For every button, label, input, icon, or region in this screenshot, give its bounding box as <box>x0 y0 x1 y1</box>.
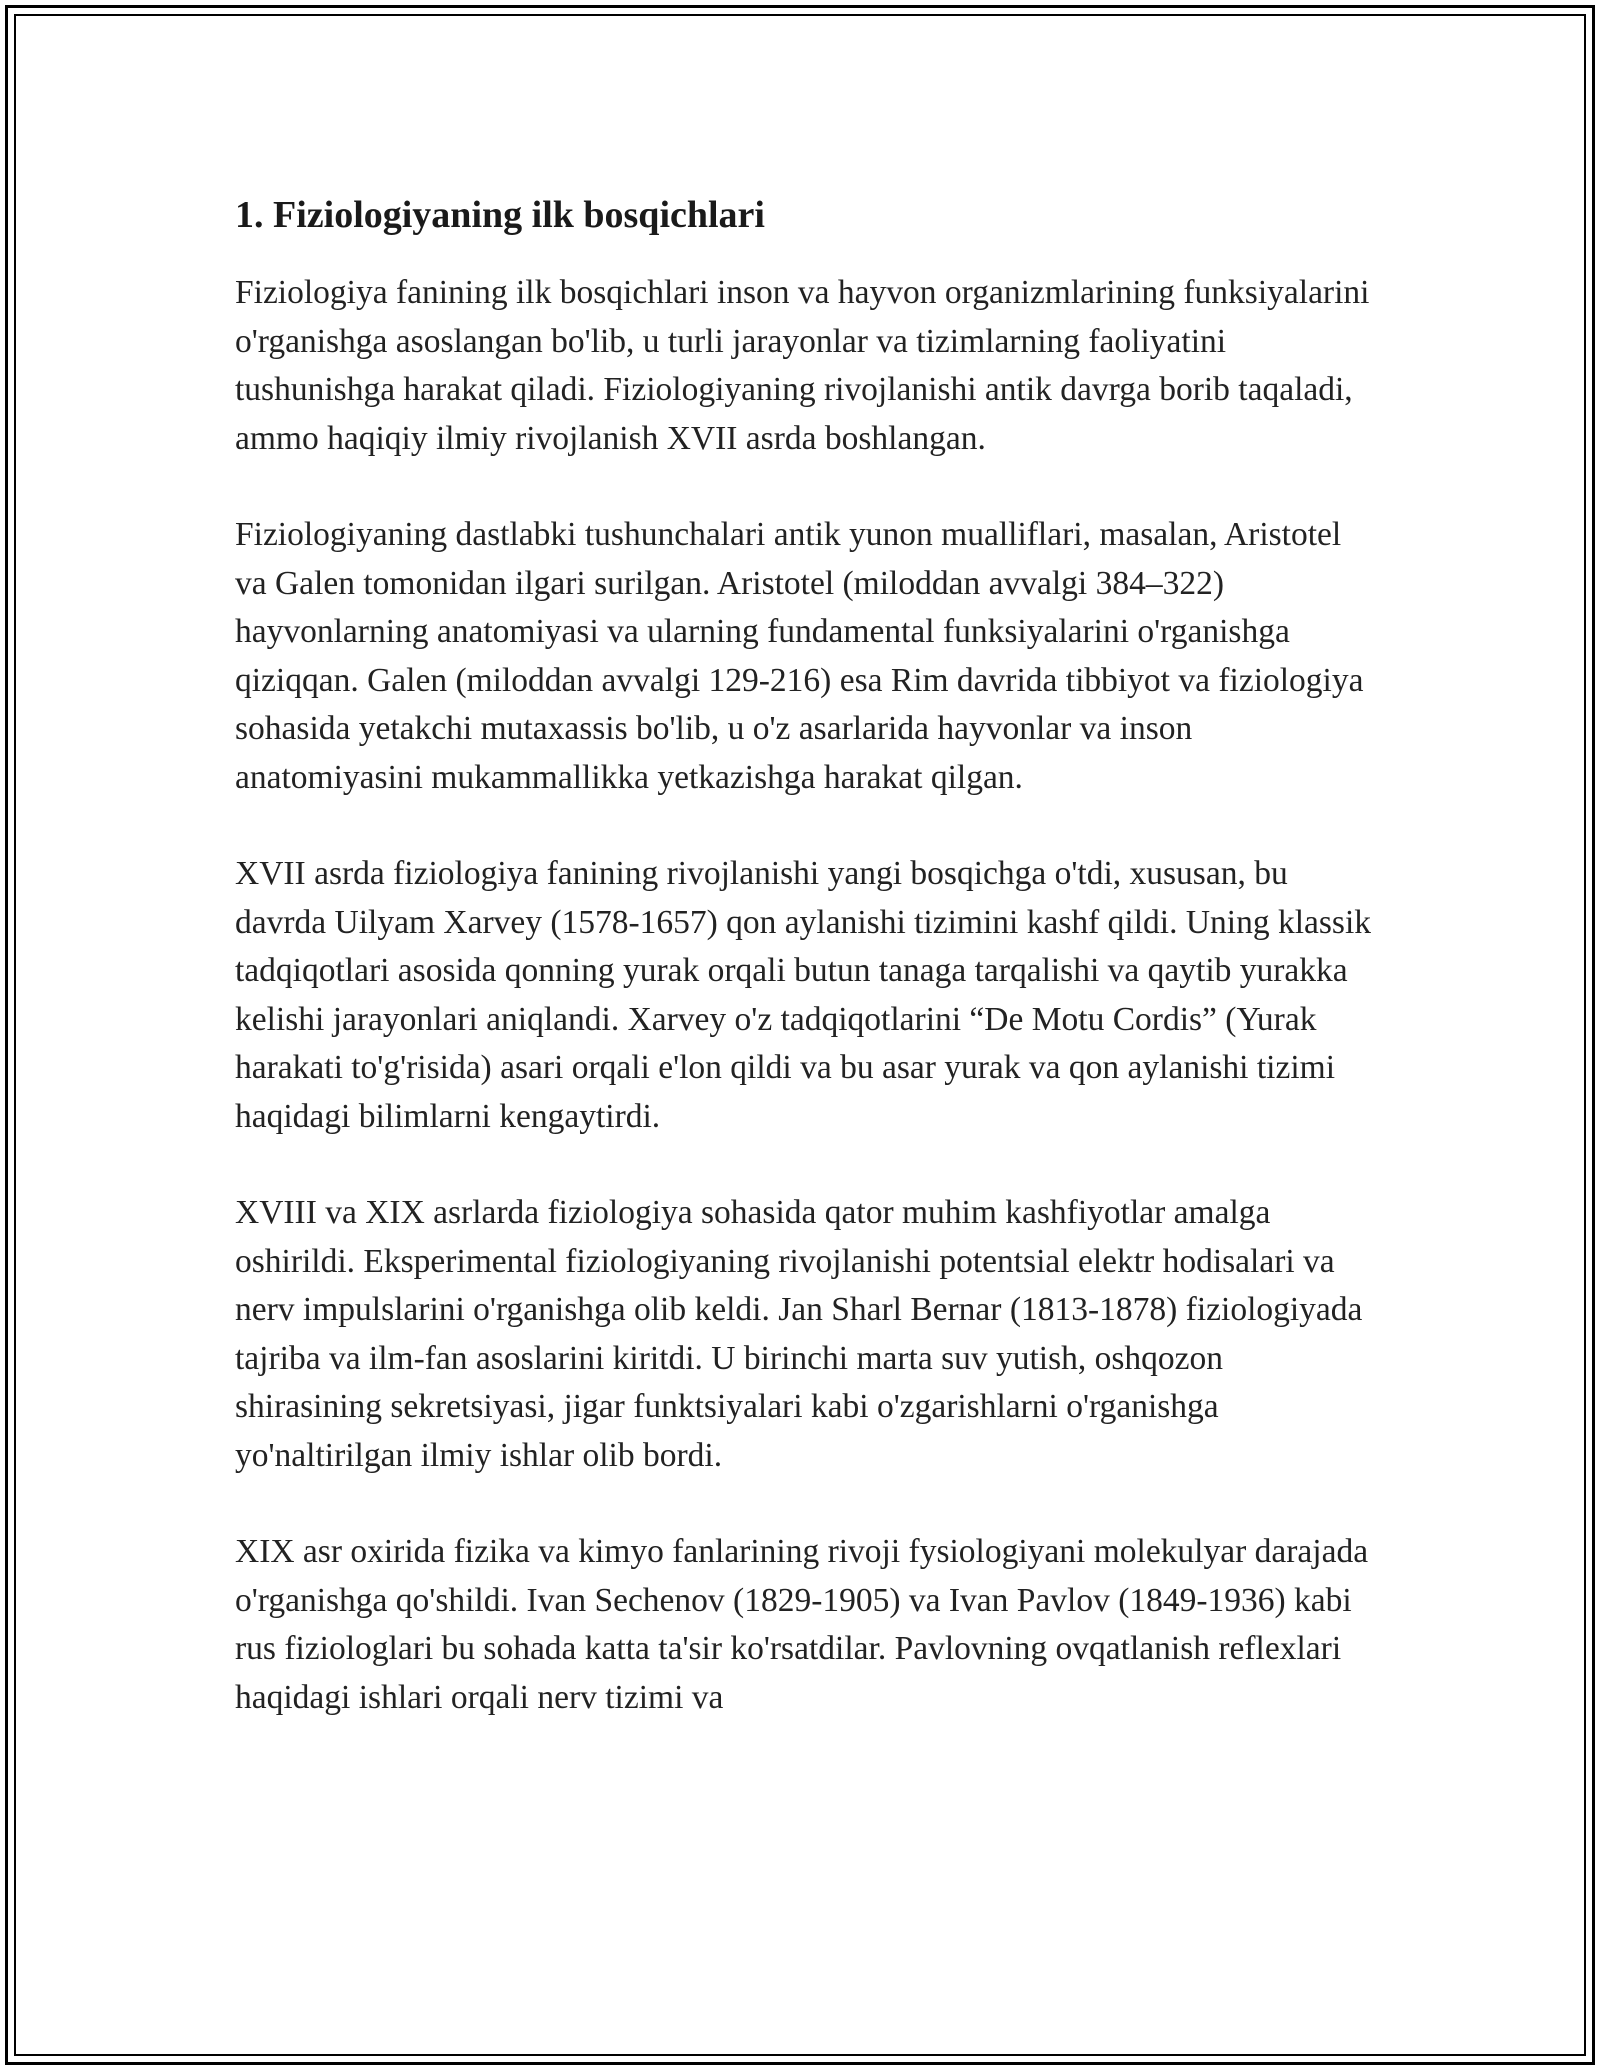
paragraph-1: Fiziologiya fanining ilk bosqichlari inson va hayvon organizmlarining funksiyalarini o'rganishga asoslangan bo'lib, u turli jarayonlar va tizimlarning faoliyatini tushunishga harakat qiladi. Fiziologiyaning rivojlanishi antik davrga borib taqaladi, ammo haqiqiy ilmiy rivojlanish XVII asrda boshlangan. <box>235 274 1370 457</box>
document-body <box>235 185 1375 1770</box>
section-heading: 1. Fiziologiyaning ilk bosqichlari <box>235 194 765 236</box>
paragraph-2: Fiziologiyaning dastlabki tushunchalari antik yunon mualliflari, masalan, Aristotel va Galen tomonidan ilgari surilgan. Aristotel (miloddan avvalgi 384–322) hayvonlarning anatomiyasi va ularning fundamental funksiyalarini o'rganishga qiziqqan. Galen (miloddan avvalgi 129-216) esa Rim davrida tibbiyot va fiziologiya sohasida yetakchi mutaxassis bo'lib, u o'z asarlarida hayvonlar va inson anatomiyasini mukammallikka yetkazishga harakat qilgan. <box>235 516 1364 796</box>
paragraph-4: XVIII va XIX asrlarda fiziologiya sohasida qator muhim kashfiyotlar amalga oshirildi. Eksperimental fiziologiyaning rivojlanishi potentsial elektr hodisalari va nerv impulslarini o'rganishga olib keldi. Jan Sharl Bernar (1813-1878) fiziologiyada tajriba va ilm-fan asoslarini kiritdi. U birinchi marta suv yutish, oshqozon shirasining sekretsiyasi, jigar funktsiyalari kabi o'zgarishlarni o'rganishga yo'naltirilgan ilmiy ishlar olib bordi. <box>235 1194 1363 1474</box>
paragraph-3: XVII asrda fiziologiya fanining rivojlanishi yangi bosqichga o'tdi, xususan, bu davrda Uilyam Xarvey (1578-1657) qon aylanishi tizimini kashf qildi. Uning klassik tadqiqotlari asosida qonning yurak orqali butun tanaga tarqalishi va qaytib yurakka kelishi jarayonlari aniqlandi. Xarvey o'z tadqiqotlarini “De Motu Cordis” (Yurak harakati to'g'risida) asari orqali e'lon qildi va bu asar yurak va qon aylanishi tizimi haqidagi bilimlarni kengaytirdi. <box>235 855 1372 1135</box>
paragraph-5: XIX asr oxirida fizika va kimyo fanlarining rivoji fysiologiyani molekulyar darajada o'rganishga qo'shildi. Ivan Sechenov (1829-1905) va Ivan Pavlov (1849-1936) kabi rus fiziologlari bu sohada katta ta'sir ko'rsatdilar. Pavlovning ovqatlanish reflexlari haqidagi ishlari orqali nerv tizimi va <box>235 1533 1369 1716</box>
